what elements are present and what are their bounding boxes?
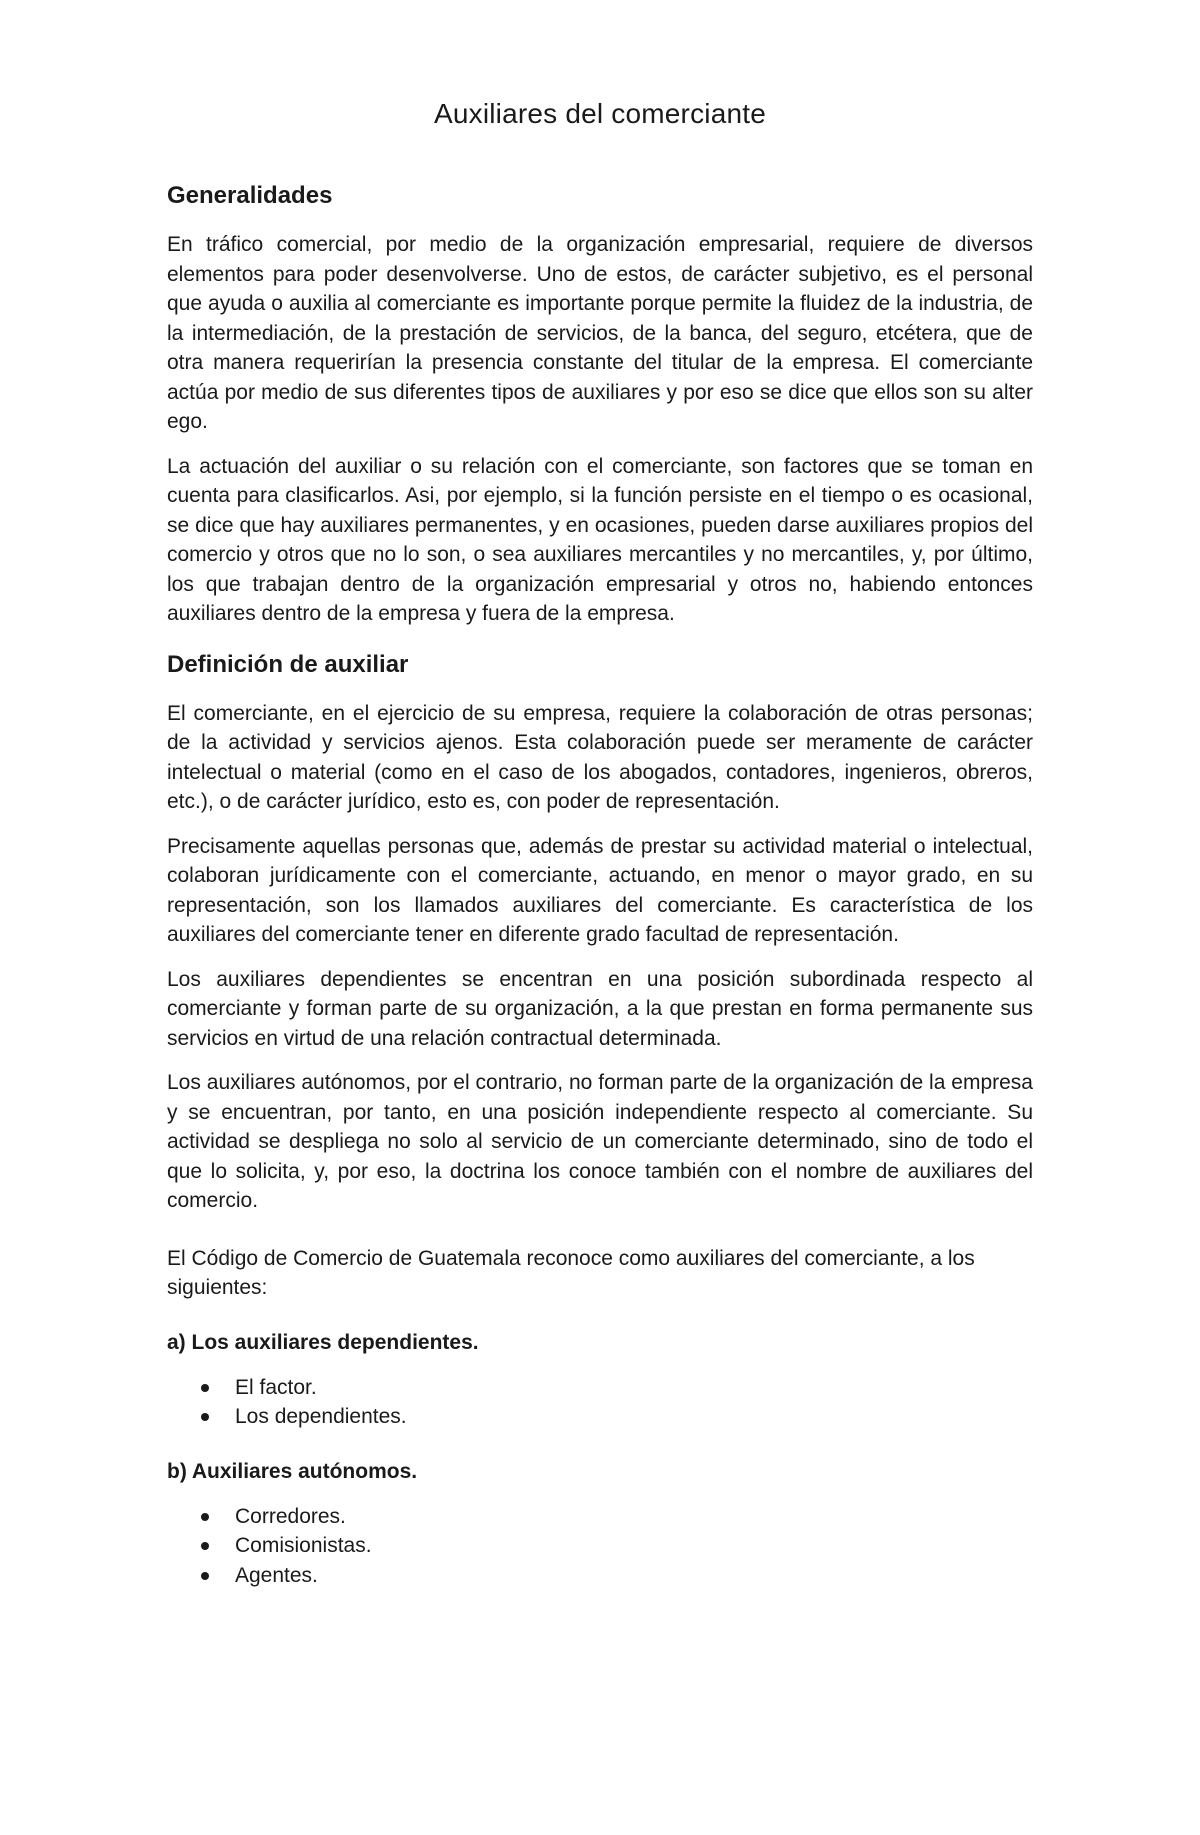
list-item: [201, 1502, 1033, 1532]
bullet-icon: [201, 1542, 209, 1550]
list-item: [201, 1373, 1033, 1403]
list-item: [201, 1402, 1033, 1432]
paragraph: Precisamente aquellas personas que, además de prestar su actividad material o intelectual, colaboran jurídicamente con el comerciante, actuando, en menor o mayor grado, en su representación, son los llamados auxiliares del comerciante. Es característica de los auxiliares del comerciante tener en diferente grado facultad de representación.: [167, 834, 1033, 946]
list-item: [201, 1531, 1033, 1561]
subheading-dependientes: a) Los auxiliares dependientes.: [167, 1330, 479, 1354]
codigo-intro-paragraph: El Código de Comercio de Guatemala reconoce como auxiliares del comerciante, a los siguientes:: [167, 1246, 975, 1299]
list-item-text: El factor.: [235, 1375, 317, 1399]
autonomos-list: [167, 1502, 1033, 1591]
section-heading-generalidades: Generalidades: [167, 182, 333, 209]
subheading-autonomos: b) Auxiliares autónomos.: [167, 1459, 418, 1483]
bullet-icon: [201, 1384, 209, 1392]
list-item-text: Los dependientes.: [235, 1405, 407, 1428]
bullet-icon: [201, 1513, 209, 1521]
list-item: [201, 1561, 1033, 1591]
section-heading-definicion: Definición de auxiliar: [167, 650, 409, 678]
paragraph: Los auxiliares dependientes se encentran en una posición subordinada respecto al comerciante y forman parte de su organización, a la que prestan en forma permanente sus servicios en virtud de una relación contractual determinada.: [167, 967, 1033, 1050]
list-item-text: Comisionistas.: [235, 1534, 372, 1557]
list-item-text: Agentes.: [235, 1563, 318, 1587]
paragraph: Los auxiliares autónomos, por el contrario, no forman parte de la organización de la empresa y se encuentran, por tanto, en una posición independiente respecto al comerciante. Su actividad se despliega no solo al servicio de un comerciante determinado, sino de todo el que lo solicita, y, por eso, la doctrina los conoce también con el nombre de auxiliares del comercio.: [167, 1071, 1033, 1212]
document-title: Auxiliares del comerciante: [433, 98, 766, 129]
dependientes-list: [167, 1373, 1033, 1432]
paragraph: La actuación del auxiliar o su relación con el comerciante, son factores que se toman en cuenta para clasificarlos. Asi, por ejemplo, si la función persiste en el tiempo o es ocasional, se dice que hay auxiliares permanentes, y en ocasiones, pueden darse auxiliares propios del comercio y otros que no lo son, o sea auxiliares mercantiles y no mercantiles, y, por último, los que trabajan dentro de la organización empresarial y otros no, habiendo entonces auxiliares dentro de la empresa y fuera de la empresa.: [167, 454, 1033, 625]
paragraph: El comerciante, en el ejercicio de su empresa, requiere la colaboración de otras personas; de la actividad y servicios ajenos. Esta colaboración puede ser meramente de carácter intelectual o material (como en el caso de los abogados, contadores, ingenieros, obreros, etc.), o de carácter jurídico, esto es, con poder de representación.: [167, 701, 1033, 813]
bullet-icon: [201, 1413, 209, 1421]
list-item-text: Corredores.: [235, 1504, 346, 1528]
bullet-icon: [201, 1572, 209, 1580]
paragraph: En tráfico comercial, por medio de la organización empresarial, requiere de diversos elementos para poder desenvolverse. Uno de estos, de carácter subjetivo, es el personal que ayuda o auxilia al comerciante es importante porque permite la fluidez de la industria, de la intermediación, de la prestación de servicios, de la banca, del seguro, etcétera, que de otra manera requerirían la presencia constante del titular de la empresa. El comerciante actúa por medio de sus diferentes tipos de auxiliares y por eso se dice que ellos son su alter ego.: [167, 233, 1033, 433]
